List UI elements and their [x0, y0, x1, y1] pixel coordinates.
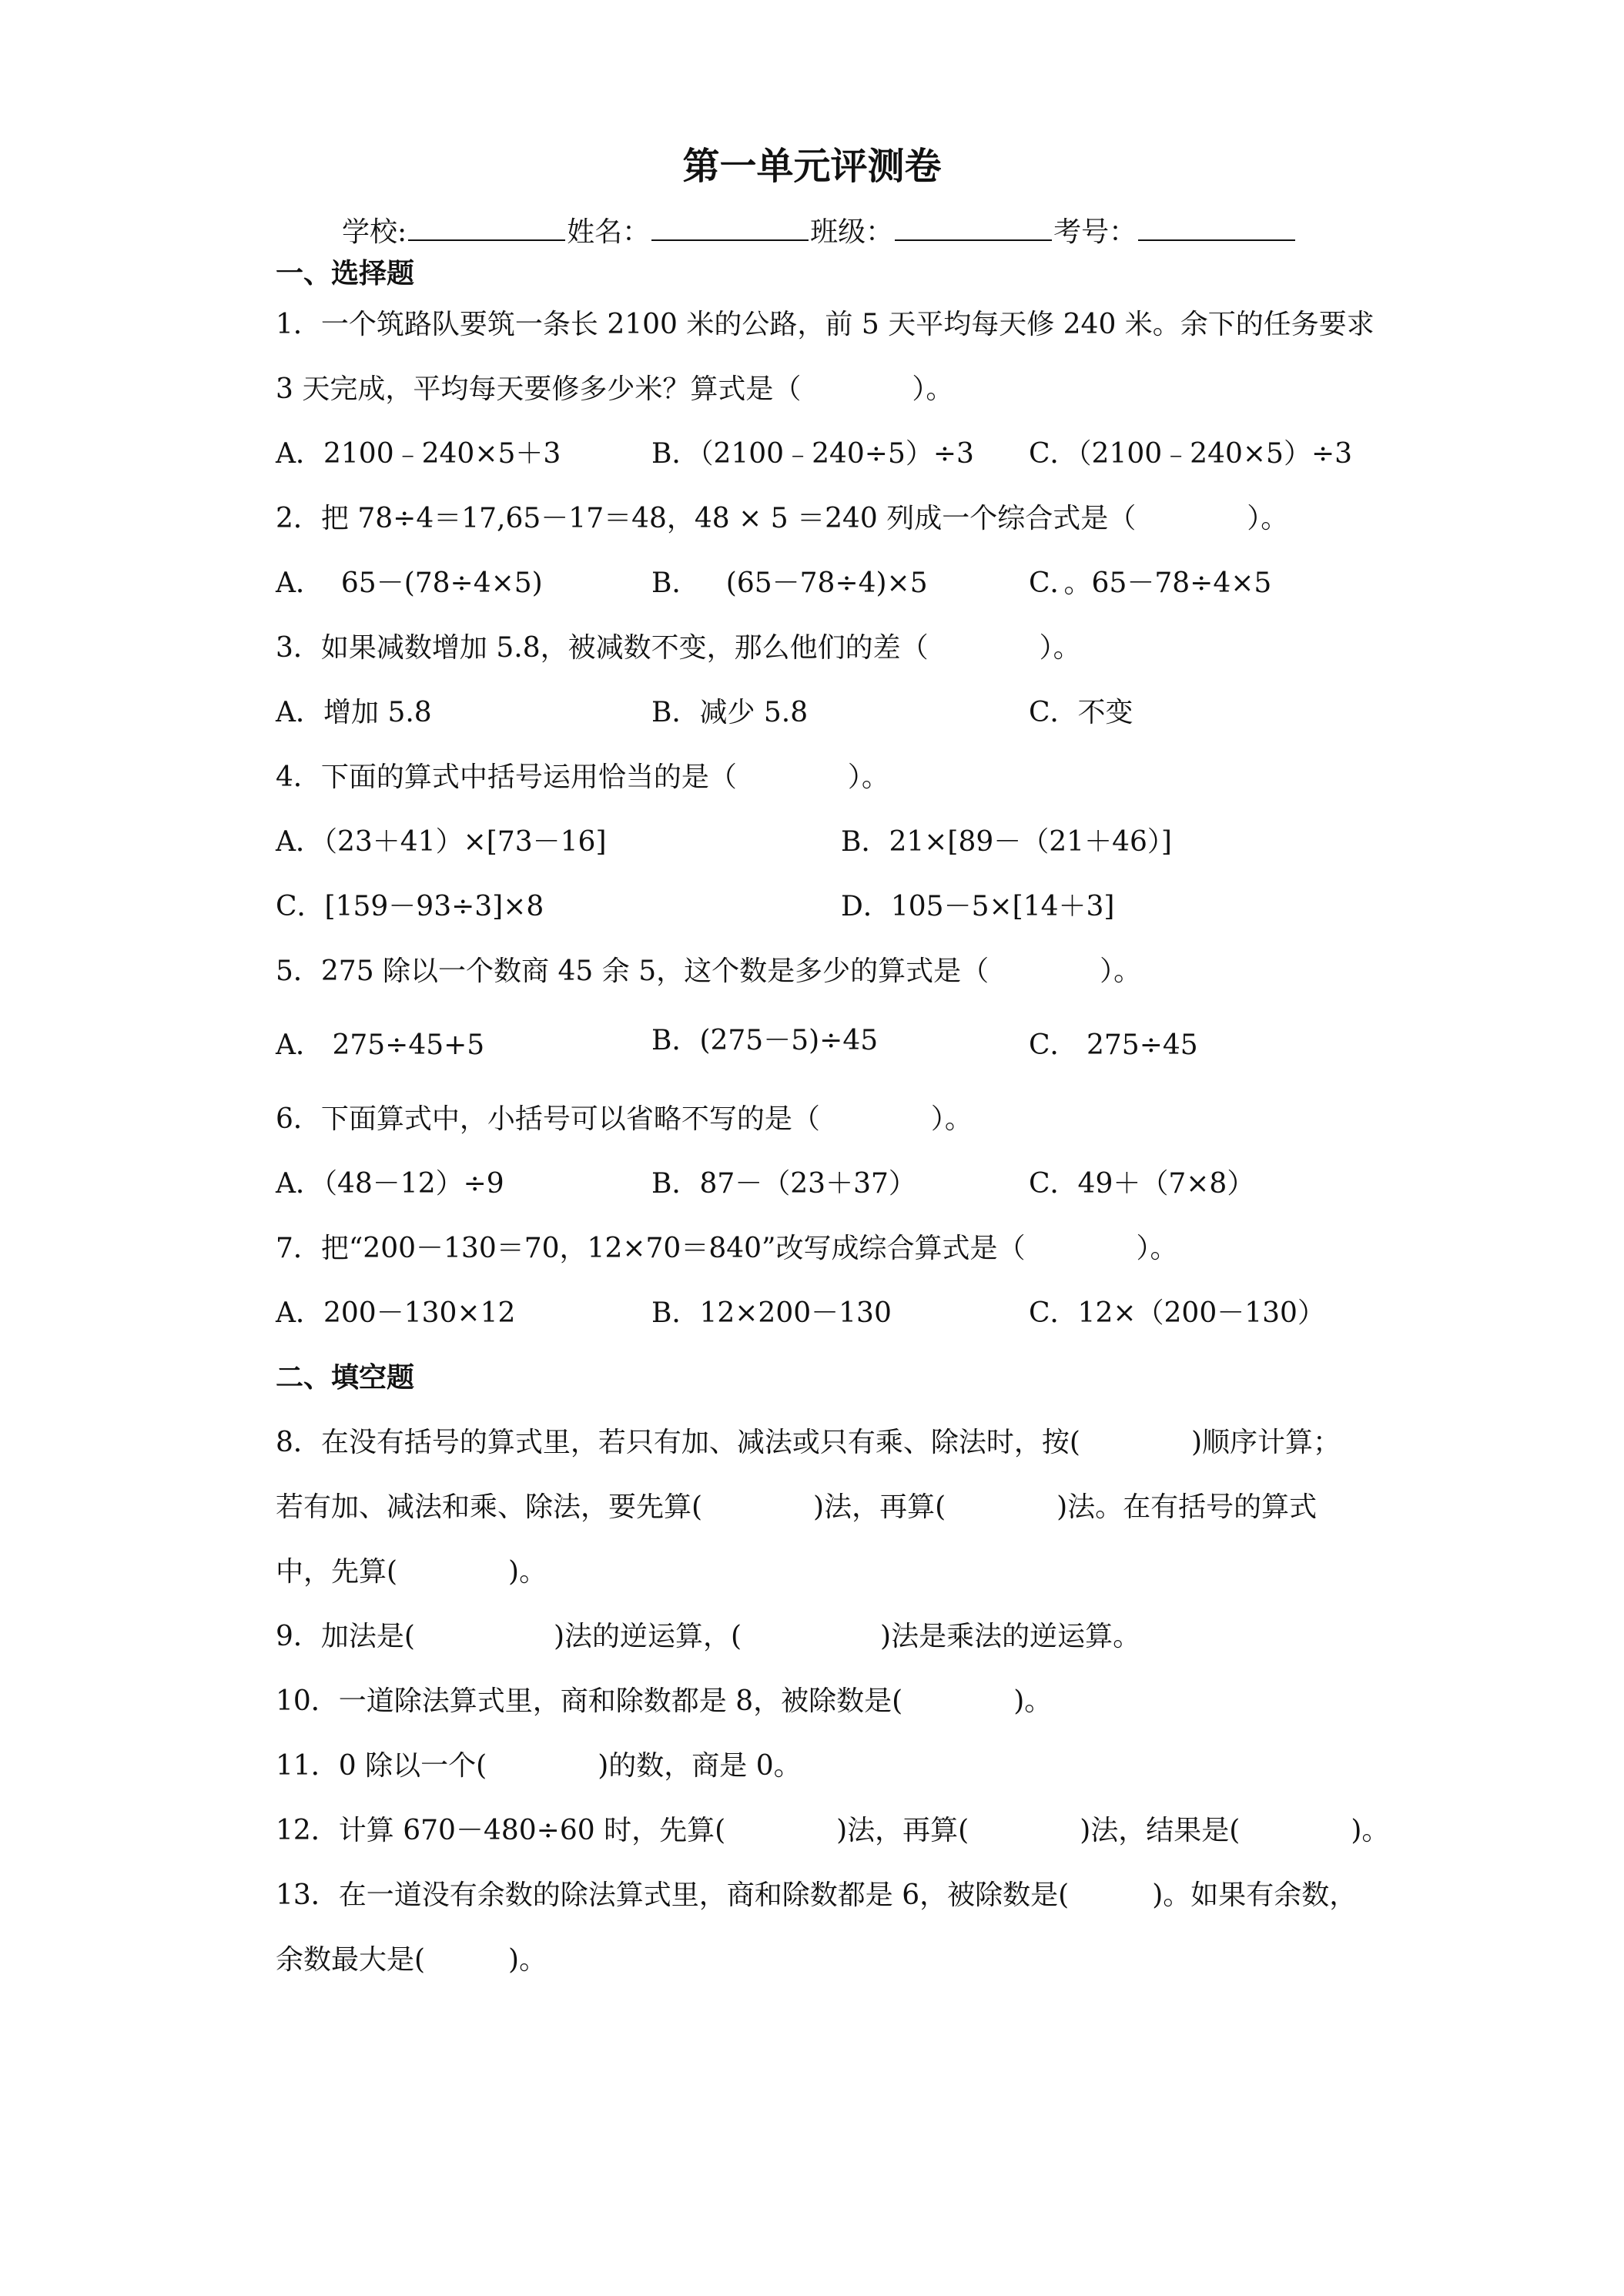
question-5-line-1: 5．275 除以一个数商 45 余 5，这个数是多少的算式是（ ）。: [276, 956, 1142, 987]
question-2-option-a[interactable]: A． 65－(78÷4×5): [276, 567, 543, 599]
question-7-option-b[interactable]: B．12×200－130: [651, 1297, 892, 1329]
question-3-line-1: 3．如果减数增加 5.8，被减数不变，那么他们的差（ ）。: [276, 632, 1081, 664]
question-13-line-1: 13．在一道没有余数的除法算式里，商和除数都是 6，被除数是( )。如果有余数，: [276, 1879, 1358, 1911]
question-3-option-c[interactable]: C．不变: [1029, 697, 1133, 728]
question-4-option-b[interactable]: B．21×[89－（21＋46）]: [841, 826, 1172, 858]
class-label: 班级：: [810, 216, 894, 248]
class-blank[interactable]: [895, 216, 1052, 241]
question-7-option-c[interactable]: C．12×（200－130）: [1029, 1297, 1325, 1329]
question-7-option-a[interactable]: A．200－130×12: [276, 1297, 516, 1329]
question-4-option-a[interactable]: A．（23＋41）×[73－16]: [276, 826, 607, 858]
question-2-option-c[interactable]: C．。65－78÷4×5: [1029, 567, 1272, 599]
name-blank[interactable]: [651, 216, 809, 241]
question-12-line-1: 12．计算 670－480÷60 时，先算( )法，再算( )法，结果是( )。: [276, 1815, 1390, 1846]
exam-no-label: 考号：: [1053, 216, 1137, 248]
section-fill-in-blank: 二、填空题: [276, 1362, 415, 1394]
question-9-line-1: 9．加法是( )法的逆运算，( )法是乘法的逆运算。: [276, 1621, 1141, 1652]
question-5-option-b[interactable]: B．(275－5)÷45: [651, 1025, 879, 1056]
question-1-option-a[interactable]: A．2100﹣240×5＋3: [276, 438, 561, 470]
question-1-line-2: 3 天完成，平均每天要修多少米？算式是（ ）。: [276, 373, 954, 405]
question-5-option-c[interactable]: C． 275÷45: [1029, 1029, 1198, 1061]
question-6-line-1: 6．下面算式中，小括号可以省略不写的是（ ）。: [276, 1103, 973, 1135]
question-4-option-d[interactable]: D．105－5×[14＋3]: [841, 891, 1115, 922]
student-info-row: [342, 216, 1297, 249]
question-5-option-a[interactable]: A． 275÷45+5: [276, 1029, 485, 1061]
question-10-line-1: 10．一道除法算式里，商和除数都是 8，被除数是( )。: [276, 1685, 1053, 1717]
question-13-line-2: 余数最大是( )。: [276, 1944, 547, 1976]
question-1-option-c[interactable]: C．（2100﹣240×5）÷3: [1029, 438, 1353, 470]
question-6-option-c[interactable]: C．49＋（7×8）: [1029, 1168, 1255, 1200]
school-label: 学校:: [342, 216, 407, 248]
question-8-line-1: 8．在没有括号的算式里，若只有加、减法或只有乘、除法时，按( )顺序计算；: [276, 1427, 1341, 1458]
question-6-option-a[interactable]: A．（48－12）÷9: [276, 1168, 504, 1200]
question-1-option-b[interactable]: B．（2100﹣240÷5）÷3: [651, 438, 974, 470]
section-multiple-choice: 一、选择题: [276, 258, 415, 290]
question-8-line-3: 中，先算( )。: [276, 1556, 547, 1588]
question-1-line-1: 1．一个筑路队要筑一条长 2100 米的公路，前 5 天平均每天修 240 米。余下的任务要求: [276, 309, 1375, 340]
question-3-option-b[interactable]: B．减少 5.8: [651, 697, 809, 728]
question-6-option-b[interactable]: B．87－（23＋37）: [651, 1168, 916, 1200]
question-4-option-c[interactable]: C．[159－93÷3]×8: [276, 891, 544, 922]
name-label: 姓名：: [567, 216, 651, 248]
question-8-line-2: 若有加、减法和乘、除法，要先算( )法，再算( )法。在有括号的算式: [276, 1491, 1318, 1523]
question-4-line-1: 4．下面的算式中括号运用恰当的是（ ）。: [276, 761, 889, 793]
question-11-line-1: 11．0 除以一个( )的数，商是 0。: [276, 1750, 802, 1782]
question-2-line-1: 2．把 78÷4＝17,65－17＝48，48 × 5 ＝240 列成一个综合式是（ ）。: [276, 503, 1289, 534]
question-3-option-a[interactable]: A．增加 5.8: [276, 697, 432, 728]
exam-no-blank[interactable]: [1138, 216, 1295, 241]
question-2-option-b[interactable]: B． (65－78÷4)×5: [651, 567, 928, 599]
question-7-line-1: 7．把“200－130＝70，12×70＝840”改写成综合算式是（ ）。: [276, 1233, 1178, 1264]
page-title: 第一单元评测卷: [682, 145, 942, 188]
school-blank[interactable]: [408, 216, 565, 241]
